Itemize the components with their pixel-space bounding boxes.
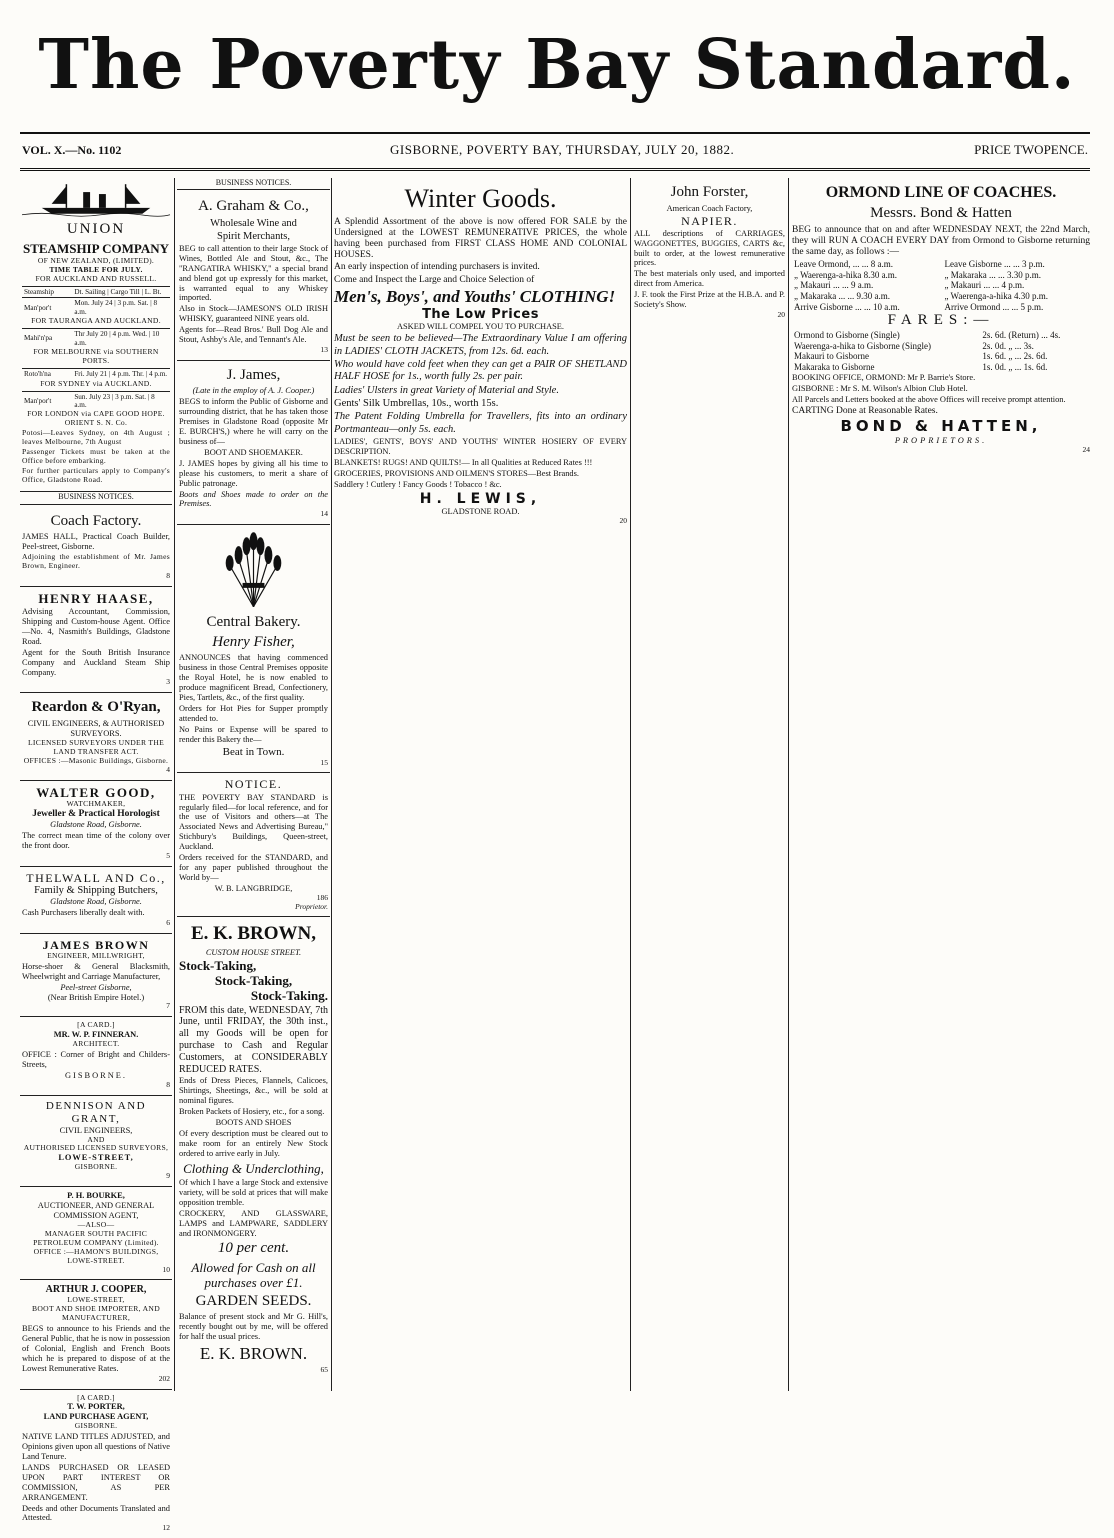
ad-sub: AUCTIONEER, AND GENERAL [22,1201,170,1211]
ad-heading: Central Bakery. [179,614,328,632]
ad-number: 4 [22,766,170,775]
ad-number: 202 [22,1375,170,1384]
ad-number: 3 [22,678,170,687]
ad-heading: THELWALL AND Co., [22,871,170,885]
ad-heading: Reardon & O'Ryan, [22,699,170,717]
table-cell: Steamship [22,286,72,297]
ad-heading: Men's, Boys', and Youths' CLOTHING! [334,287,627,307]
ad-number: 186 [179,894,328,903]
table-cell: „ Makaraka ... ... 9.30 a.m. [792,291,942,302]
ad-body: ANNOUNCES that having commenced business in those Central Premises opposite the Royal Hotel, he is now enabled to produce magnificent Bread, Confectionery, Pies, Tartlets, &c., of the first quality. [179,653,328,703]
ad-sub: Family & Shipping Butchers, [22,885,170,897]
ad-sub: ENGINEER, MILLWRIGHT, [22,952,170,961]
ad-john-forster [632,178,787,325]
ad-james-brown [20,934,172,1018]
ad-body: ALL descriptions of CARRIAGES, WAGGONETTES, BUGGIES, CARTS &c, built to order, at the lowest remunerative prices. [634,229,785,269]
table-cell: Roto'h'na [22,369,72,380]
ad-low-prices: The Low Prices [334,307,627,322]
union-note-2: For further particulars apply to Company's Office, Gladstone Road. [22,467,170,485]
ad-winter-goods [332,178,629,531]
ad-number: 20 [634,311,785,320]
ad-address: LOWE-STREET, [22,1153,170,1163]
ad-body: Agent for the South British Insurance Company and Auckland Steam Ship Company. [22,648,170,678]
ad-heading: NOTICE. [179,777,328,791]
ad-body: J. F. took the First Prize at the H.B.A. and P. Society's Show. [634,290,785,310]
ad-body: Boots and Shoes made to order on the Premises. [179,490,328,510]
column-rule [630,178,631,1391]
ad-body: Orders received for the STANDARD, and for any paper published throughout the World by— [179,853,328,883]
ad-heading: WALTER GOOD, [22,785,170,800]
ad-sub: (Late in the employ of A. J. Cooper.) [179,386,328,396]
ad-address: NAPIER. [634,214,785,228]
table-cell: Thr July 20 | 4 p.m. Wed. | 10 a.m. [72,329,170,348]
table-cell: Fri. July 21 | 4 p.m. Thr. | 4 p.m. [72,369,170,380]
ad-body: The correct mean time of the colony over the front door. [22,831,170,851]
ad-number: 14 [179,510,328,519]
ad-sub: LOWE-STREET, [22,1296,170,1305]
business-notices-label: BUSINESS NOTICES. [177,178,330,190]
ad-heading: Coach Factory. [22,513,170,531]
column-2 [177,178,330,1391]
volume-number: VOL. X.—No. 1102 [22,143,121,158]
ad-sub: WATCHMAKER, [22,800,170,809]
ad-number: 5 [22,852,170,861]
dateline [20,132,1090,171]
union-auckland-header: FOR AUCKLAND AND RUSSELL. [22,275,170,284]
ad-body: BOOKING OFFICE, ORMOND: Mr P. Barrie's Store. [792,373,1090,383]
ad-stock-taking: Stock-Taking, [179,958,328,973]
ad-finneran [20,1017,172,1095]
steamship-icon [22,182,170,216]
ad-heading: Winter Goods. [334,184,627,215]
table-cell: Mon. July 24 | 3 p.m. Sat. | 8 a.m. [72,298,170,317]
column-rule [788,178,789,1391]
ad-central-bakery [177,525,330,773]
ad-body: Who would have cold feet when they can get a PAIR OF SHETLAND HALF HOSE for 1s., worth fully 2s. per pair. [334,359,627,384]
ad-signature-role: PROPRIETORS. [792,436,1090,446]
ad-body: Ends of Dress Pieces, Flannels, Calicoes, Shirtings, Sheetings, &c., will be sold at nominal figures. [179,1076,328,1106]
table-cell: Sun. July 23 | 3 p.m. Sat. | 8 a.m. [72,391,170,410]
ad-sub: CUSTOM HOUSE STREET. [179,948,328,958]
ad-heading: A. Graham & Co., [179,198,328,216]
ad-number: 8 [22,1081,170,1090]
table-cell: „ Makauri ... ... 9 a.m. [792,280,942,291]
ad-heading: T. W. PORTER, [22,1402,170,1412]
column-rule [174,178,175,1391]
ad-offer: Allowed for Cash on all purchases over £1. [179,1260,328,1291]
ad-body: Must be seen to be believed—The Extraordinary Value I am offering in LADIES' CLOTH JACKETS, from 12s. 6d. each. [334,333,627,358]
ad-body: Balance of present stock and Mr G. Hill's, recently bought out by me, will be offered for half the usual prices. [179,1312,328,1342]
ad-body: BEGS to announce to his Friends and the General Public, that he is now in possession of Colonial, English and French Boots which he is prepared to dispose of at the Lowest Remunerative Rates. [22,1324,170,1374]
ad-body: OFFICE :—HAMON'S BUILDINGS, LOWE-STREET. [22,1248,170,1266]
table-cell: 1s. 0d. „ ... 1s. 6d. [980,362,1090,373]
ad-body: Adjoining the establishment of Mr. James Brown, Engineer. [22,553,170,571]
ad-body: BEGS to inform the Public of Gisborne and surrounding district, that he has taken those Premises in Gladstone Road (opposite Mr E. BURCH'S,) where he will carry on the business of— [179,397,328,447]
table-cell: 2s. 0d. „ ... 3s. [980,341,1090,352]
ad-signature-role: Proprietor. [179,903,328,912]
ad-card-label: [A CARD.] [22,1021,170,1030]
ad-number: 65 [179,1366,328,1375]
union-potosi: Potosi—Leaves Sydney, on 4th August ; leaves Melbourne, 7th August [22,429,170,447]
ad-cooper [20,1280,172,1389]
ad-bourke [20,1187,172,1280]
ad-porter [20,1390,172,1538]
ad-body: Deeds and other Documents Translated and Attested. [22,1504,170,1524]
ad-sub: CIVIL ENGINEERS, & AUTHORISED SURVEYORS. [22,719,170,739]
ad-heading: E. K. BROWN, [179,923,328,945]
place-date: GISBORNE, POVERTY BAY, THURSDAY, JULY 20, 1882. [390,142,734,158]
ad-number: 20 [334,517,627,526]
ad-address: (Near British Empire Hotel.) [22,993,170,1003]
union-london-sub: ORIENT S. N. Co. [22,419,170,428]
ad-sub: BOOTS AND SHOES [179,1118,328,1128]
ad-body: Horse-shoer & General Blacksmith, Wheelwright and Carriage Manufacturer, [22,962,170,982]
ad-body: GROCERIES, PROVISIONS AND OILMEN'S STORES—Best Brands. [334,469,627,479]
ad-stock-taking: Stock-Taking. [179,988,328,1003]
ad-henry-haase [20,587,172,694]
ad-sub: ASKED WILL COMPEL YOU TO PURCHASE. [334,322,627,332]
ad-address: GLADSTONE ROAD. [334,507,627,517]
ad-heading: Clothing & Underclothing, [179,1161,328,1176]
ad-heading: J. James, [179,367,328,385]
ad-sub: BOOT AND SHOE IMPORTER, AND MANUFACTURER, [22,1305,170,1323]
ad-heading: JAMES BROWN [22,938,170,952]
ad-union-steamship [20,178,172,492]
table-cell: Ormond to Gisborne (Single) [792,330,980,341]
ad-address: Gladstone Road, Gisborne. [22,897,170,907]
ad-sub: BOOT AND SHOEMAKER. [179,448,328,458]
ad-body: BEG to call attention to their large Stock of Wines, Bottled Ale and Stout, &c., The "RANGATIRA WHISKY," a special brand and blend got up expressly for this market, is warranted equal to any Whiskey imported. [179,244,328,303]
ad-body: LANDS PURCHASED OR LEASED UPON PART INTEREST OR COMMISSION, AS PER ARRANGEMENT. [22,1463,170,1503]
ad-heading: MR. W. P. FINNERAN. [22,1030,170,1040]
ad-offer: 10 per cent. [179,1240,328,1258]
table-cell: Makauri to Gisborne [792,351,980,362]
ad-body: AUTHORISED LICENSED SURVEYORS, [22,1144,170,1153]
ad-stock-taking: Stock-Taking, [179,973,328,988]
ad-sub: ARCHITECT. [22,1040,170,1049]
ad-card-label: [A CARD.] [22,1394,170,1403]
ad-body: Also in Stock—JAMESON'S OLD IRISH WHISKY, guaranteed NINE years old. [179,304,328,324]
ad-body: No Pains or Expense will be spared to render this Bakery the— [179,725,328,745]
price: PRICE TWOPENCE. [974,142,1088,158]
ad-sub: Henry Fisher, [179,634,328,652]
table-cell: „ Waerenga-a-hika 8.30 a.m. [792,270,942,281]
ad-signature: E. K. BROWN. [179,1344,328,1364]
ad-coach-factory [20,507,172,587]
ad-reardon-oryan [20,693,172,780]
table-cell: „ Waerenga-a-hika 4.30 p.m. [942,291,1090,302]
ad-body: CROCKERY, AND GLASSWARE, LAMPS and LAMPWARE, SADDLERY and IRONMONGERY. [179,1209,328,1239]
ad-tag: Beat in Town. [179,746,328,759]
ad-body: Agents for—Read Bros.' Bull Dog Ale and Stout, Ashby's Ale, and Tennant's Ale. [179,325,328,345]
union-melbourne-header: FOR MELBOURNE via SOUTHERN PORTS. [22,348,170,366]
ad-body: All Parcels and Letters booked at the above Offices will receive prompt attention. [792,395,1090,405]
ad-heading: ORMOND LINE OF COACHES. [792,184,1090,203]
ad-number: 7 [22,1002,170,1011]
ad-body: Gents' Silk Umbrellas, 10s., worth 15s. [334,398,627,410]
ad-address: GISBORNE. [22,1422,170,1431]
ad-body: Advising Accountant, Commission, Shipping and Custom-house Agent. Office—No. 4, Nasmith's Buildings, Gladstone Road. [22,607,170,647]
ad-signature: H. LEWIS, [334,491,627,508]
column-1 [20,178,172,1391]
ad-body: OFFICE : Corner of Bright and Childers-Streets, [22,1050,170,1070]
ad-body: GISBORNE : Mr S. M. Wilson's Albion Club Hotel. [792,384,1090,394]
ad-address: Peel-street Gisborne, [22,983,170,993]
ad-address: GISBORNE. [22,1163,170,1172]
masthead [0,0,1114,130]
ad-ormond-coaches [790,178,1092,460]
coach-timetable [792,259,1090,312]
table-cell: Man'por't [22,298,72,317]
ad-heading: HENRY HAASE, [22,591,170,606]
ad-heading: DENNISON AND GRANT, [22,1100,170,1126]
column-5 [790,178,1092,1391]
ad-number: 24 [792,446,1090,455]
ad-heading: John Forster, [634,184,785,202]
masthead-title: The Poverty Bay Standard. [0,0,1114,130]
ad-sub: American Coach Factory, [634,204,785,214]
ad-heading: ARTHUR J. COOPER, [22,1284,170,1296]
ad-body: The best materials only used, and imported direct from America. [634,269,785,289]
ad-number: 8 [22,572,170,581]
table-cell: 2s. 6d. (Return) ... 4s. [980,330,1090,341]
ad-number: 13 [179,346,328,355]
union-auckland-table [22,286,170,317]
ad-number: 10 [22,1266,170,1275]
union-tauranga-table [22,328,170,348]
ad-address: GISBORNE. [22,1071,170,1081]
table-cell: Arrive Ormond ... ... 5 p.m. [942,302,1090,313]
ad-sub: CIVIL ENGINEERS, [22,1126,170,1136]
ad-body: BLANKETS! RUGS! AND QUILTS!— In all Qualities at Reduced Rates !!! [334,458,627,468]
ad-signature: W. B. LANGBRIDGE, [179,884,328,894]
ad-body: JAMES HALL, Practical Coach Builder, Peel-street, Gisborne. [22,532,170,552]
union-sydney-header: FOR SYDNEY via AUCKLAND. [22,380,170,389]
union-title: UNION [22,221,170,239]
ad-body: MANAGER SOUTH PACIFIC PETROLEUM COMPANY (Limited). [22,1230,170,1248]
ad-graham [177,192,330,360]
ad-body: Saddlery ! Cutlery ! Fancy Goods ! Tobacco ! &c. [334,480,627,490]
wheat-sheaf-icon [179,529,328,609]
column-4 [632,178,787,1391]
ad-heading: GARDEN SEEDS. [179,1293,328,1311]
ad-ek-brown [177,917,330,1380]
ad-fares-heading: FARES:— [792,312,1090,330]
ad-notice [177,773,330,917]
ad-number: 15 [179,759,328,768]
ad-also: —ALSO— [22,1221,170,1230]
table-cell: Waerenga-a-hika to Gisborne (Single) [792,341,980,352]
table-cell: Makaraka to Gisborne [792,362,980,373]
union-tauranga-header: FOR TAURANGA AND AUCKLAND. [22,317,170,326]
union-title-3: OF NEW ZEALAND, (LIMITED). [22,257,170,266]
ad-body: FROM this date, WEDNESDAY, 7th June, until FRIDAY, the 30th inst., all my Goods will be open for purchase to Cash and Regular Customers, at CONSIDERABLY REDUCED RATES. [179,1005,328,1076]
union-note: Passenger Tickets must be taken at the Office before embarking. [22,448,170,466]
business-notices-label: BUSINESS NOTICES. [20,492,172,504]
ad-body: NATIVE LAND TITLES ADJUSTED, and Opinions given upon all questions of Native Land Tenure. [22,1432,170,1462]
ad-body: Cash Purchasers liberally dealt with. [22,908,170,918]
table-cell: Leave Ormond, ... ... 8 a.m. [792,259,942,270]
table-cell: „ Makauri ... ... 4 p.m. [942,280,1090,291]
union-london-header: FOR LONDON via CAPE GOOD HOPE. [22,410,170,419]
union-title-2: STEAMSHIP COMPANY [22,241,170,256]
ad-body: CARTING Done at Reasonable Rates. [792,406,1090,417]
fares-table [792,330,1090,372]
table-cell: Arrive Gisborne ... ... 10 a.m. [792,302,942,313]
ad-body: Ladies' Ulsters in great Variety of Material and Style. [334,385,627,397]
ad-body: Of every description must be cleared out to make room for an entirely New Stock ordered to arrive early in July. [179,1129,328,1159]
union-melbourne-table [22,368,170,379]
ad-signature: BOND & HATTEN, [792,418,1090,436]
ad-body: J. JAMES hopes by giving all his time to please his customers, to merit a share of Public patronage. [179,459,328,489]
ad-body: Come and Inspect the Large and Choice Selection of [334,275,627,286]
table-cell: Mahi'n'pa [22,329,72,348]
table-cell: „ Makaraka ... ... 3.30 p.m. [942,270,1090,281]
table-cell: Leave Gisborne ... ... 3 p.m. [942,259,1090,270]
ad-body: Orders for Hot Pies for Supper promptly attended to. [179,704,328,724]
union-timetable: TIME TABLE FOR JULY. [22,266,170,275]
ad-thelwall [20,867,172,934]
ad-sub: AND [22,1136,170,1145]
ad-body: THE POVERTY BAY STANDARD is regularly filed—for local reference, and for the use of Visitors and others—at The Associated News and Advertising Bureau," Stichbury's Buildings, Queen-street, Auckland. [179,793,328,852]
column-3 [332,178,629,1391]
ad-body: OFFICES :—Masonic Buildings, Gisborne. [22,757,170,766]
ad-body: The Patent Folding Umbrella for Travellers, fits into an ordinary Portmanteau—only 5s. each. [334,411,627,436]
ad-j-james [177,361,330,525]
ad-body: Broken Packets of Hosiery, etc., for a song. [179,1107,328,1117]
ad-sub: Spirit Merchants, [179,231,328,243]
ad-sub: Wholesale Wine and [179,218,328,230]
table-cell: Dt. Sailing | Cargo Till | L. Bt. [72,286,170,297]
table-cell: 1s. 6d. „ ... 2s. 6d. [980,351,1090,362]
ad-dennison-grant [20,1096,172,1187]
ad-body: A Splendid Assortment of the above is now offered FOR SALE by the Undersigned at the LOWEST REMUNERATIVE PRICES, the whole having been purchased from FIRST CLASS HOME AND COLONIAL HOUSES. [334,217,627,262]
ad-body: An early inspection of intending purchasers is invited. [334,262,627,273]
ad-sub: LAND PURCHASE AGENT, [22,1412,170,1422]
ad-number: 9 [22,1172,170,1181]
ad-sub: Messrs. Bond & Hatten [792,205,1090,223]
ad-walter-good [20,781,172,867]
ad-address: Gladstone Road, Gisborne. [22,820,170,830]
ad-number: 12 [22,1524,170,1533]
ad-sub: Jeweller & Practical Horologist [22,809,170,820]
ad-body: BEG to announce that on and after WEDNESDAY NEXT, the 22nd March, they will RUN A COACH EVERY DAY from Ormond to Gisborne returning the same day, as follows :— [792,225,1090,259]
ad-heading: P. H. BOURKE, [22,1191,170,1201]
union-sydney-table [22,391,170,411]
table-cell: Man'por't [22,391,72,410]
ad-body: LADIES', GENTS', BOYS' AND YOUTHS' WINTER HOSIERY OF EVERY DESCRIPTION. [334,437,627,457]
ad-body: LICENSED SURVEYORS UNDER THE LAND TRANSFER ACT. [22,739,170,757]
ad-body: Of which I have a large Stock and extensive variety, will be sold at prices that will make opposition tremble. [179,1178,328,1208]
ad-number: 6 [22,919,170,928]
ad-sub: COMMISSION AGENT, [22,1211,170,1221]
